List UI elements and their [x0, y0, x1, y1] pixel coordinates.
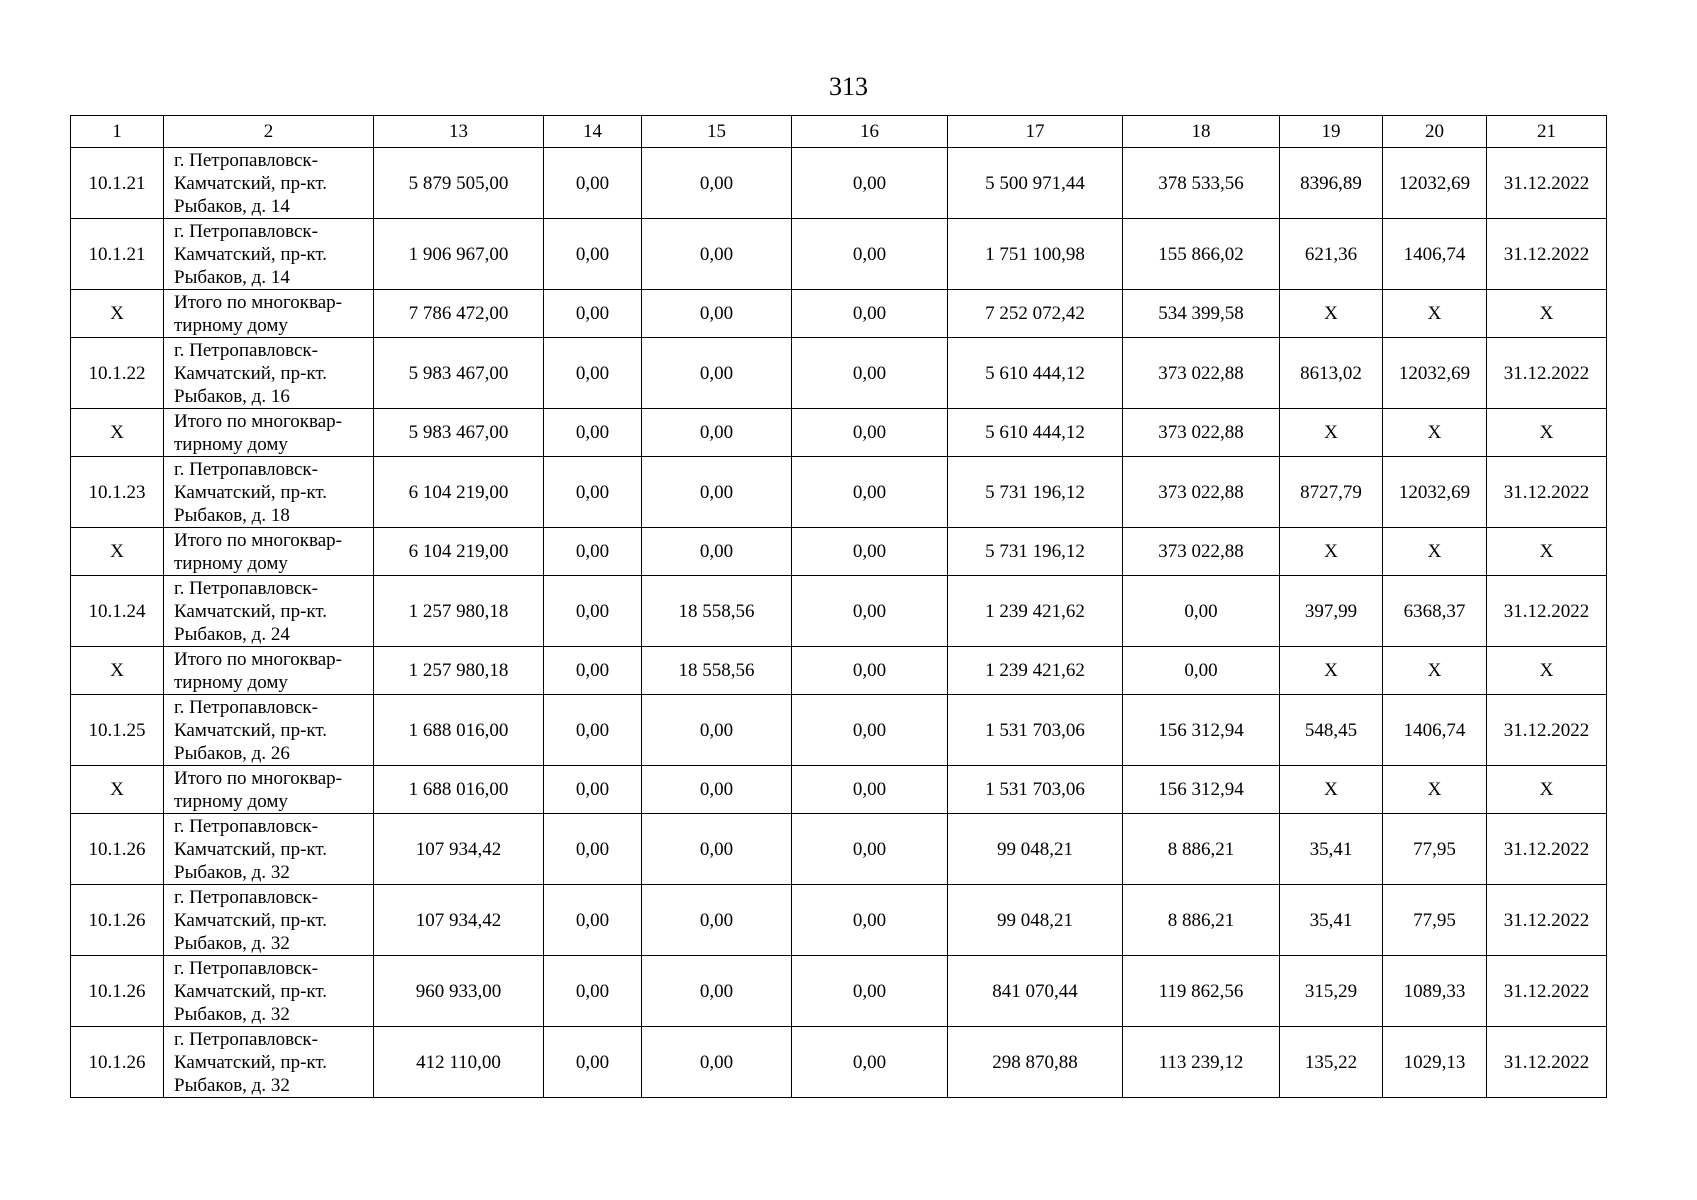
cell-text-line: Камчатский, пр-кт. — [174, 909, 328, 931]
table-cell: 31.12.2022 — [1487, 219, 1607, 290]
cell-text-line: Камчатский, пр-кт. — [174, 481, 328, 503]
table-cell: 0,00 — [642, 290, 792, 338]
table-cell: 0,00 — [544, 885, 642, 956]
cell-text-line: г. Петропавловск- — [174, 458, 318, 480]
table-cell: 6 104 219,00 — [374, 528, 544, 576]
cell-text-line: г. Петропавловск- — [174, 957, 318, 979]
cell-text-line: Рыбаков, д. 32 — [174, 1074, 290, 1096]
table-cell: 10.1.22 — [71, 338, 164, 409]
table-cell: 1 257 980,18 — [374, 576, 544, 647]
cell-text-line: г. Петропавловск- — [174, 696, 318, 718]
cell-text-line: тирному дому — [174, 671, 288, 693]
table-cell: 7 786 472,00 — [374, 290, 544, 338]
table-row-total — [71, 528, 1607, 576]
table-cell: 31.12.2022 — [1487, 695, 1607, 766]
table-cell: 0,00 — [642, 409, 792, 457]
table-cell: 841 070,44 — [948, 956, 1123, 1027]
table-cell: 0,00 — [544, 338, 642, 409]
table-cell: 7 252 072,42 — [948, 290, 1123, 338]
table-row — [71, 338, 1607, 409]
table-cell: 5 983 467,00 — [374, 409, 544, 457]
table-cell: 0,00 — [792, 148, 948, 219]
table-cell: 0,00 — [792, 219, 948, 290]
table-cell: 5 983 467,00 — [374, 338, 544, 409]
table-cell: 0,00 — [792, 338, 948, 409]
table-cell: 0,00 — [544, 409, 642, 457]
table-cell: 8 886,21 — [1123, 885, 1280, 956]
cell-text-line: тирному дому — [174, 552, 288, 574]
table-cell: 0,00 — [792, 290, 948, 338]
table-cell: 5 731 196,12 — [948, 457, 1123, 528]
table-cell: 1 531 703,06 — [948, 695, 1123, 766]
table-row-total — [71, 647, 1607, 695]
cell-text-line: Камчатский, пр-кт. — [174, 243, 328, 265]
cell-text-line: г. Петропавловск- — [174, 815, 318, 837]
table-cell: X — [1280, 766, 1383, 814]
column-header: 1 — [71, 116, 164, 148]
data-table — [70, 115, 1607, 1098]
table-row — [71, 457, 1607, 528]
table-cell: X — [1383, 647, 1487, 695]
table-cell: 960 933,00 — [374, 956, 544, 1027]
cell-text-line: г. Петропавловск- — [174, 339, 318, 361]
cell-text-line: Рыбаков, д. 32 — [174, 861, 290, 883]
table-cell: 0,00 — [792, 576, 948, 647]
table-cell: 6 104 219,00 — [374, 457, 544, 528]
table-row-total — [71, 409, 1607, 457]
table-cell: 0,00 — [544, 1027, 642, 1098]
table-cell: 1 688 016,00 — [374, 695, 544, 766]
table-cell: 35,41 — [1280, 814, 1383, 885]
table-cell: X — [71, 290, 164, 338]
table-cell: 0,00 — [544, 576, 642, 647]
total-label-cell — [164, 647, 374, 695]
total-label-cell — [164, 409, 374, 457]
table-cell: 99 048,21 — [948, 814, 1123, 885]
table-row — [71, 148, 1607, 219]
table-cell: 0,00 — [642, 814, 792, 885]
table-cell: 1406,74 — [1383, 219, 1487, 290]
table-cell: 18 558,56 — [642, 647, 792, 695]
table-cell: 621,36 — [1280, 219, 1383, 290]
table-cell: 99 048,21 — [948, 885, 1123, 956]
table-cell: 10.1.26 — [71, 814, 164, 885]
header-row — [71, 116, 1607, 148]
table-cell: 5 610 444,12 — [948, 338, 1123, 409]
table-cell: 298 870,88 — [948, 1027, 1123, 1098]
table-row — [71, 956, 1607, 1027]
table-cell: 31.12.2022 — [1487, 956, 1607, 1027]
table-cell: 10.1.26 — [71, 885, 164, 956]
table-cell: X — [1487, 647, 1607, 695]
table-cell: 1 751 100,98 — [948, 219, 1123, 290]
table-cell: 1406,74 — [1383, 695, 1487, 766]
table-cell: 0,00 — [642, 528, 792, 576]
table-cell: X — [71, 766, 164, 814]
table-cell: 31.12.2022 — [1487, 457, 1607, 528]
table-row — [71, 1027, 1607, 1098]
table-cell: 10.1.26 — [71, 956, 164, 1027]
cell-text-line: Итого по многоквар- — [174, 529, 342, 551]
table-cell: 0,00 — [792, 766, 948, 814]
cell-text-line: г. Петропавловск- — [174, 577, 318, 599]
table-row — [71, 695, 1607, 766]
table-cell: 8396,89 — [1280, 148, 1383, 219]
table-cell: 0,00 — [544, 457, 642, 528]
table-cell: 156 312,94 — [1123, 695, 1280, 766]
table-cell: 113 239,12 — [1123, 1027, 1280, 1098]
table-cell: 0,00 — [544, 148, 642, 219]
table-cell: X — [1487, 409, 1607, 457]
table-cell: 31.12.2022 — [1487, 885, 1607, 956]
table-cell: X — [1383, 528, 1487, 576]
column-header: 21 — [1487, 116, 1607, 148]
table-cell: 0,00 — [642, 457, 792, 528]
table-cell: 1 906 967,00 — [374, 219, 544, 290]
column-header: 13 — [374, 116, 544, 148]
cell-text-line: г. Петропавловск- — [174, 149, 318, 171]
table-cell: 1 257 980,18 — [374, 647, 544, 695]
table-cell: 0,00 — [544, 528, 642, 576]
table-cell: 0,00 — [642, 695, 792, 766]
column-header: 16 — [792, 116, 948, 148]
table-cell: 5 610 444,12 — [948, 409, 1123, 457]
table-cell: X — [1487, 766, 1607, 814]
cell-text-line: Рыбаков, д. 18 — [174, 504, 290, 526]
total-label-cell — [164, 766, 374, 814]
cell-text-line: Итого по многоквар- — [174, 767, 342, 789]
table-cell: 0,00 — [642, 148, 792, 219]
address-cell — [164, 695, 374, 766]
table-cell: 155 866,02 — [1123, 219, 1280, 290]
address-cell — [164, 148, 374, 219]
table-cell: 378 533,56 — [1123, 148, 1280, 219]
table-cell: 0,00 — [792, 814, 948, 885]
table-body — [71, 148, 1607, 1098]
table-cell: X — [1280, 528, 1383, 576]
table-cell: X — [71, 647, 164, 695]
total-label-cell — [164, 528, 374, 576]
table-cell: 10.1.25 — [71, 695, 164, 766]
cell-text-line: г. Петропавловск- — [174, 1028, 318, 1050]
table-cell: 412 110,00 — [374, 1027, 544, 1098]
table-cell: 315,29 — [1280, 956, 1383, 1027]
table-cell: 156 312,94 — [1123, 766, 1280, 814]
table-cell: X — [1280, 290, 1383, 338]
cell-text-line: тирному дому — [174, 790, 288, 812]
table-cell: 0,00 — [792, 1027, 948, 1098]
cell-text-line: Камчатский, пр-кт. — [174, 719, 328, 741]
table-cell: 12032,69 — [1383, 338, 1487, 409]
cell-text-line: Камчатский, пр-кт. — [174, 980, 328, 1002]
table-cell: 0,00 — [544, 956, 642, 1027]
table-cell: 10.1.21 — [71, 219, 164, 290]
table-cell: 0,00 — [792, 956, 948, 1027]
table-cell: 135,22 — [1280, 1027, 1383, 1098]
table-row-total — [71, 766, 1607, 814]
table-cell: 107 934,42 — [374, 885, 544, 956]
table-cell: 0,00 — [792, 457, 948, 528]
table-cell: 0,00 — [544, 814, 642, 885]
table-cell: 10.1.26 — [71, 1027, 164, 1098]
table-cell: 0,00 — [544, 290, 642, 338]
table-cell: 373 022,88 — [1123, 409, 1280, 457]
table-cell: 0,00 — [1123, 647, 1280, 695]
table-cell: 12032,69 — [1383, 457, 1487, 528]
address-cell — [164, 956, 374, 1027]
address-cell — [164, 219, 374, 290]
cell-text-line: Рыбаков, д. 16 — [174, 385, 290, 407]
cell-text-line: тирному дому — [174, 314, 288, 336]
table-cell: 1 239 421,62 — [948, 647, 1123, 695]
table-cell: 18 558,56 — [642, 576, 792, 647]
cell-text-line: тирному дому — [174, 433, 288, 455]
table-cell: 77,95 — [1383, 885, 1487, 956]
cell-text-line: Рыбаков, д. 24 — [174, 623, 290, 645]
cell-text-line: Рыбаков, д. 14 — [174, 266, 290, 288]
column-header: 18 — [1123, 116, 1280, 148]
table-cell: 0,00 — [544, 647, 642, 695]
table-cell: 5 731 196,12 — [948, 528, 1123, 576]
address-cell — [164, 1027, 374, 1098]
table-cell: 1 688 016,00 — [374, 766, 544, 814]
cell-text-line: Рыбаков, д. 32 — [174, 932, 290, 954]
cell-text-line: Итого по многоквар- — [174, 291, 342, 313]
table-cell: 0,00 — [792, 885, 948, 956]
table-cell: 0,00 — [792, 695, 948, 766]
cell-text-line: Итого по многоквар- — [174, 648, 342, 670]
table-cell: 77,95 — [1383, 814, 1487, 885]
table-cell: 31.12.2022 — [1487, 148, 1607, 219]
table-cell: 31.12.2022 — [1487, 814, 1607, 885]
table-cell: 31.12.2022 — [1487, 576, 1607, 647]
table-cell: 8727,79 — [1280, 457, 1383, 528]
total-label-cell — [164, 290, 374, 338]
table-cell: X — [1487, 290, 1607, 338]
table-cell: 31.12.2022 — [1487, 338, 1607, 409]
cell-text-line: Камчатский, пр-кт. — [174, 172, 328, 194]
table-cell: 8613,02 — [1280, 338, 1383, 409]
cell-text-line: Рыбаков, д. 32 — [174, 1003, 290, 1025]
page-number: 313 — [829, 72, 868, 101]
table-cell: X — [1487, 528, 1607, 576]
table-row — [71, 885, 1607, 956]
table-cell: 0,00 — [642, 766, 792, 814]
table-cell: 397,99 — [1280, 576, 1383, 647]
address-cell — [164, 338, 374, 409]
address-cell — [164, 457, 374, 528]
table-cell: 31.12.2022 — [1487, 1027, 1607, 1098]
table-cell: 5 500 971,44 — [948, 148, 1123, 219]
table-cell: 0,00 — [792, 409, 948, 457]
table-cell: 0,00 — [642, 956, 792, 1027]
table-cell: 10.1.21 — [71, 148, 164, 219]
cell-text-line: Рыбаков, д. 26 — [174, 742, 290, 764]
address-cell — [164, 814, 374, 885]
table-cell: X — [71, 528, 164, 576]
table-cell: 0,00 — [642, 885, 792, 956]
column-header: 19 — [1280, 116, 1383, 148]
table-cell: 10.1.23 — [71, 457, 164, 528]
column-header: 17 — [948, 116, 1123, 148]
cell-text-line: Камчатский, пр-кт. — [174, 600, 328, 622]
cell-text-line: Камчатский, пр-кт. — [174, 362, 328, 384]
address-cell — [164, 576, 374, 647]
table-cell: X — [1383, 290, 1487, 338]
table-cell: 0,00 — [1123, 576, 1280, 647]
table-cell: 119 862,56 — [1123, 956, 1280, 1027]
column-header: 15 — [642, 116, 792, 148]
table-cell: 373 022,88 — [1123, 457, 1280, 528]
table-cell: 0,00 — [792, 647, 948, 695]
table-cell: 1 531 703,06 — [948, 766, 1123, 814]
table-cell: 373 022,88 — [1123, 528, 1280, 576]
cell-text-line: г. Петропавловск- — [174, 886, 318, 908]
table-cell: 8 886,21 — [1123, 814, 1280, 885]
table-cell: 0,00 — [792, 528, 948, 576]
table-cell: 373 022,88 — [1123, 338, 1280, 409]
table-cell: 107 934,42 — [374, 814, 544, 885]
cell-text-line: Камчатский, пр-кт. — [174, 838, 328, 860]
cell-text-line: Рыбаков, д. 14 — [174, 195, 290, 217]
cell-text-line: г. Петропавловск- — [174, 220, 318, 242]
table-cell: X — [71, 409, 164, 457]
column-header: 2 — [164, 116, 374, 148]
table-cell: 0,00 — [642, 1027, 792, 1098]
cell-text-line: Итого по многоквар- — [174, 410, 342, 432]
table-cell: 0,00 — [544, 219, 642, 290]
table-cell: 6368,37 — [1383, 576, 1487, 647]
table-row — [71, 219, 1607, 290]
table-cell: 1029,13 — [1383, 1027, 1487, 1098]
table-cell: 548,45 — [1280, 695, 1383, 766]
table-cell: X — [1280, 647, 1383, 695]
table-cell: 35,41 — [1280, 885, 1383, 956]
column-header: 14 — [544, 116, 642, 148]
table-cell: X — [1383, 409, 1487, 457]
table-cell: 0,00 — [544, 695, 642, 766]
table-cell: 5 879 505,00 — [374, 148, 544, 219]
table-cell: 10.1.24 — [71, 576, 164, 647]
column-header: 20 — [1383, 116, 1487, 148]
table-cell: 0,00 — [642, 338, 792, 409]
table-cell: 12032,69 — [1383, 148, 1487, 219]
table-cell: 1089,33 — [1383, 956, 1487, 1027]
table-cell: 0,00 — [544, 766, 642, 814]
table-cell: 1 239 421,62 — [948, 576, 1123, 647]
table-cell: X — [1383, 766, 1487, 814]
table-cell: 0,00 — [642, 219, 792, 290]
table-row — [71, 814, 1607, 885]
table-row-total — [71, 290, 1607, 338]
address-cell — [164, 885, 374, 956]
table-row — [71, 576, 1607, 647]
table-cell: 534 399,58 — [1123, 290, 1280, 338]
table-cell: X — [1280, 409, 1383, 457]
cell-text-line: Камчатский, пр-кт. — [174, 1051, 328, 1073]
